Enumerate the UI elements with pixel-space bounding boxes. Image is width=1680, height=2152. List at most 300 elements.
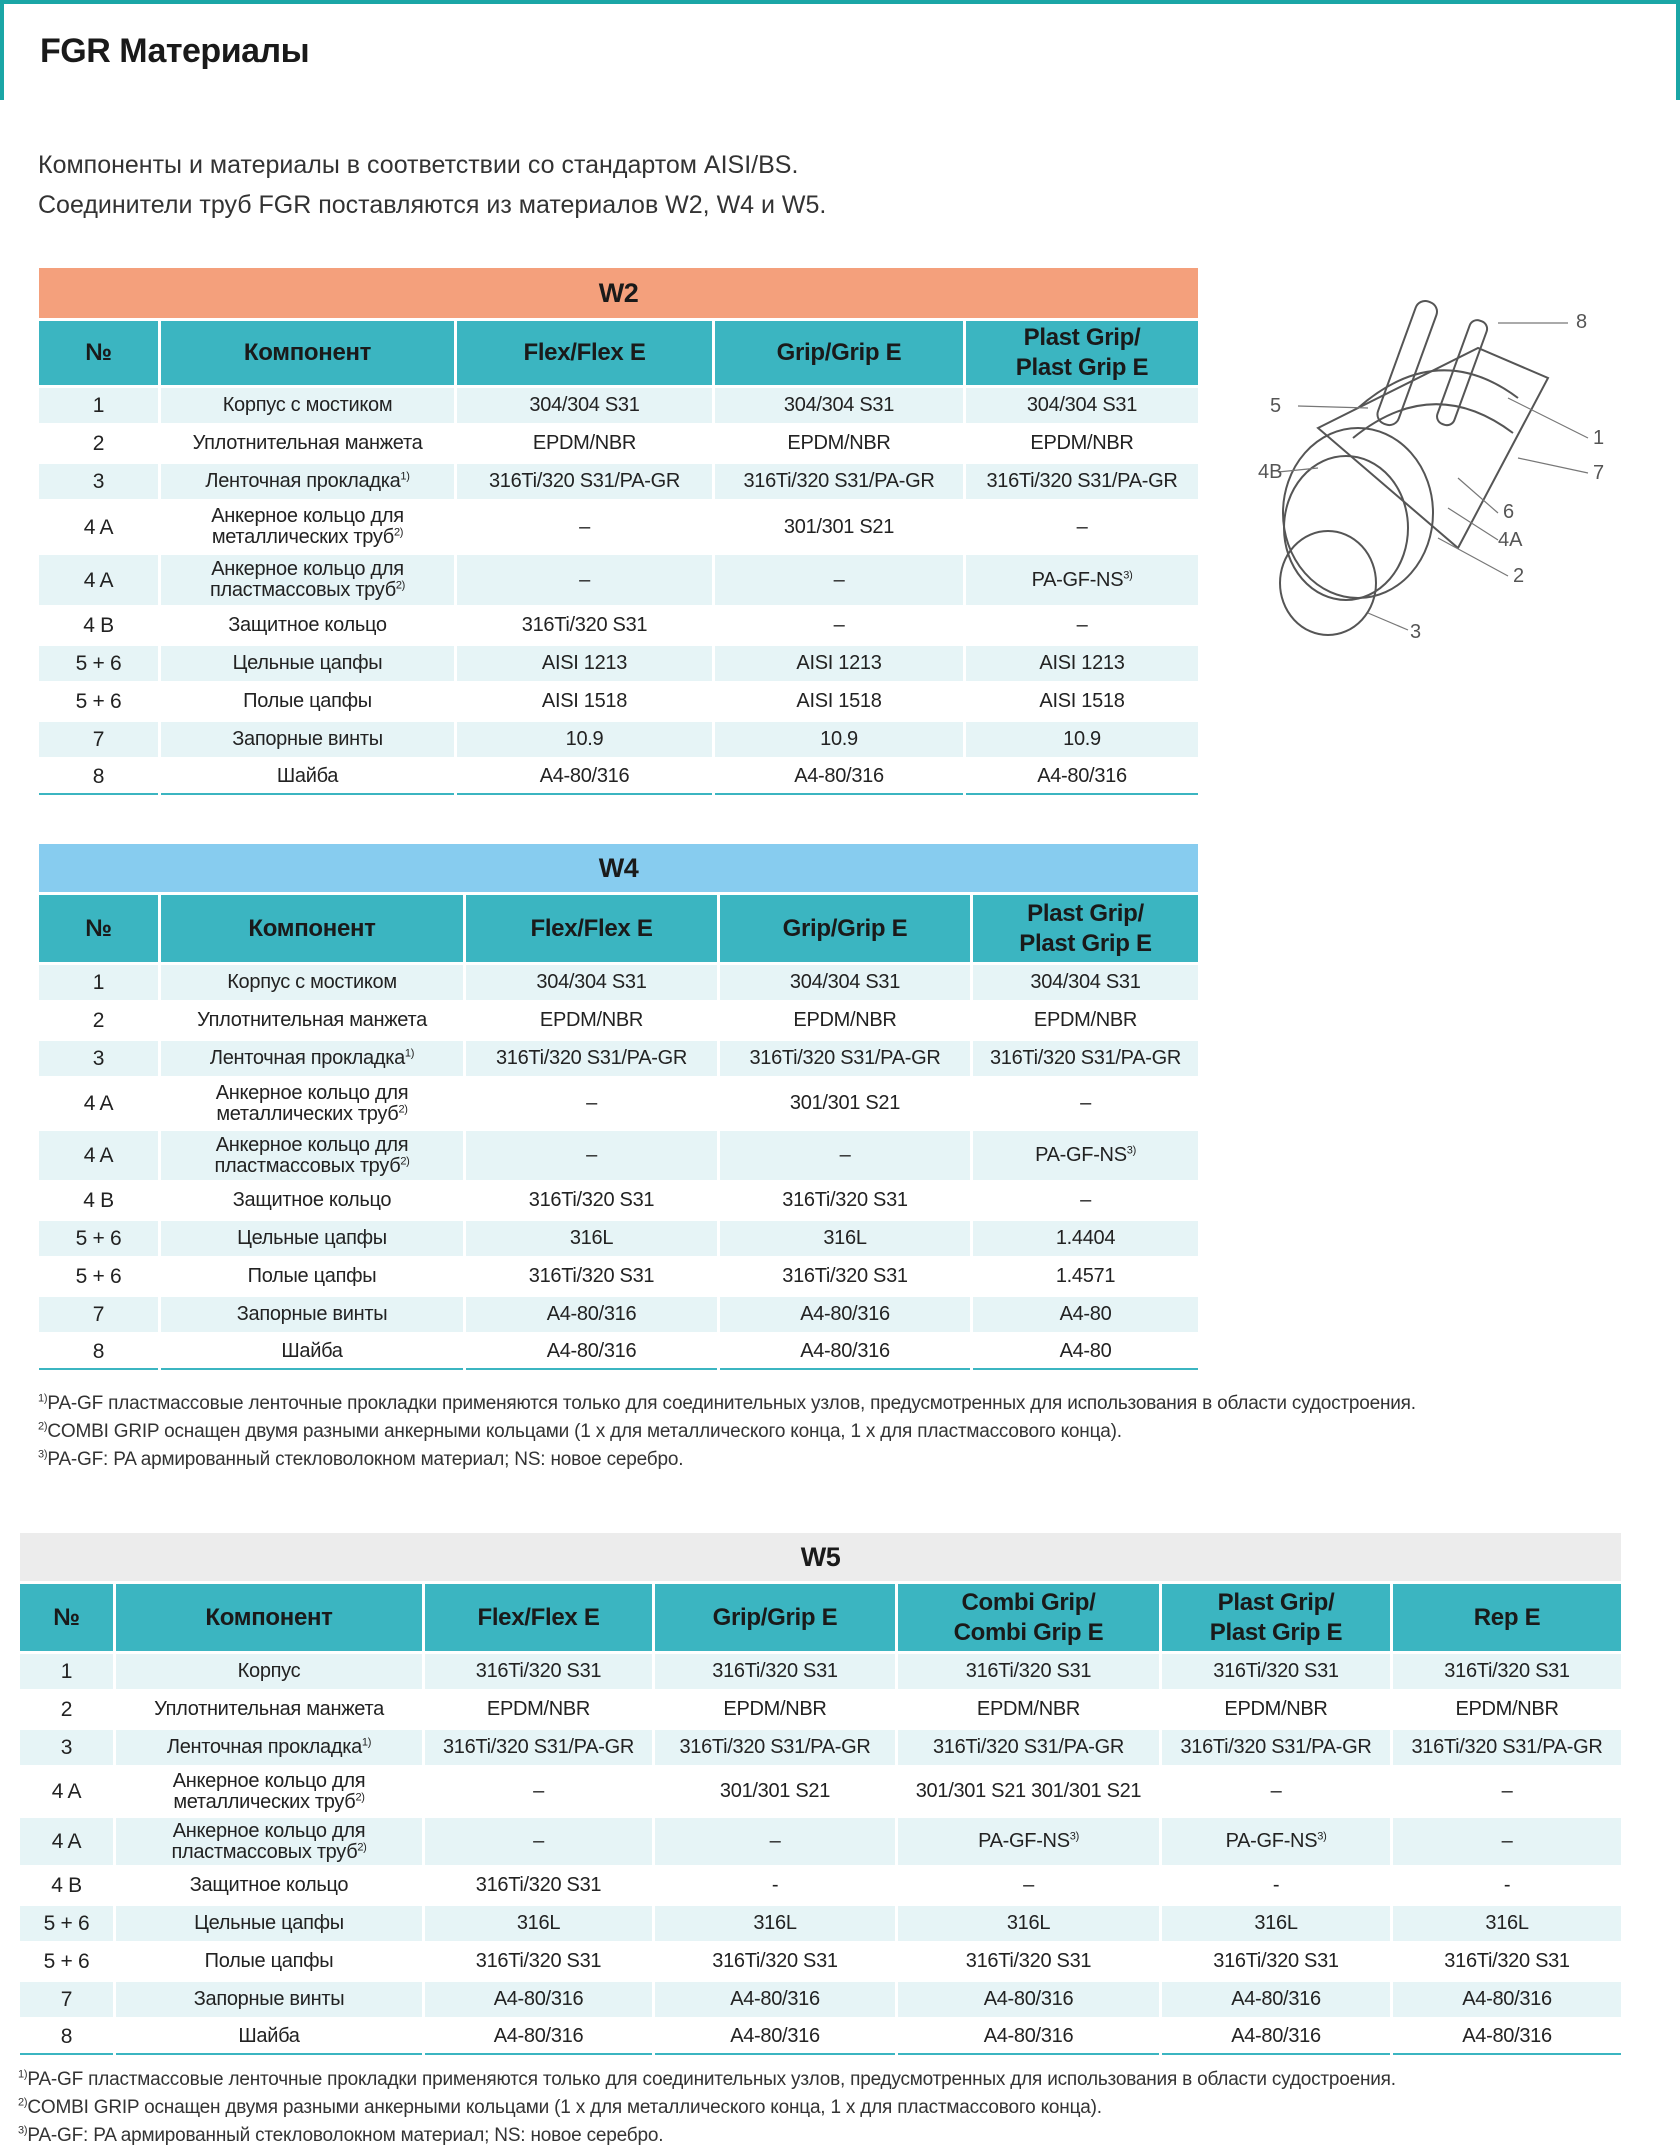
component-text: металлических труб	[211, 526, 394, 548]
cell-value: 316Ti/320 S31/PA-GR	[425, 1727, 652, 1765]
row-num: 3	[39, 461, 158, 499]
cell-value: 304/304 S31	[715, 385, 963, 423]
cell-value: 301/301 S21	[715, 499, 963, 552]
cell-value: –	[425, 1765, 652, 1815]
row-num: 2	[20, 1689, 113, 1727]
cell-value: A4-80/316	[466, 1332, 717, 1370]
component-text: Анкерное кольцо для	[215, 1081, 409, 1104]
table-row	[39, 643, 1198, 681]
cell-text: PA-GF-NS	[978, 1830, 1070, 1852]
row-component: Запорные винты	[116, 1979, 422, 2017]
table-row	[39, 1128, 1198, 1180]
col-header-grip: Grip/Grip E	[655, 1581, 895, 1651]
cell-value: 316Ti/320 S31	[655, 1651, 895, 1689]
cell-value	[898, 1815, 1159, 1865]
component-text: пластмассовых труб	[171, 1840, 358, 1863]
table-row	[20, 1979, 1621, 2017]
col-header-flex: Flex/Flex E	[466, 892, 717, 962]
cell-value: EPDM/NBR	[655, 1689, 895, 1727]
cell-value: –	[1393, 1815, 1621, 1865]
footnote-ref: 2)	[357, 1840, 367, 1853]
row-component	[161, 552, 454, 605]
row-num: 4 A	[39, 1128, 158, 1180]
table-row	[20, 1865, 1621, 1903]
cell-value: 316L	[655, 1903, 895, 1941]
cell-value: 316Ti/320 S31/PA-GR	[655, 1727, 895, 1765]
table-row	[39, 1076, 1198, 1128]
cell-value: EPDM/NBR	[457, 423, 712, 461]
cell-value: 316Ti/320 S31/PA-GR	[457, 461, 712, 499]
table-row	[20, 1651, 1621, 1689]
cell-value: 1.4404	[973, 1218, 1198, 1256]
cell-value: EPDM/NBR	[466, 1000, 717, 1038]
cell-value: 316L	[898, 1903, 1159, 1941]
footnote-text: PA-GF пластмассовые ленточные прокладки применяются только для соединительных узлов, предусмотренных для использования в области судостроения.	[47, 1393, 1416, 1414]
cell-value: –	[715, 552, 963, 605]
cell-value: A4-80/316	[898, 2017, 1159, 2055]
anchor-ring	[1280, 531, 1376, 635]
cell-value: A4-80/316	[457, 757, 712, 795]
row-component	[161, 1076, 463, 1128]
footnote	[18, 2066, 1396, 2094]
cell-value: A4-80/316	[425, 1979, 652, 2017]
cell-value: -	[1393, 1865, 1621, 1903]
cell-value: EPDM/NBR	[973, 1000, 1198, 1038]
component-text: Анкерное кольцо для	[172, 1819, 366, 1842]
component-text: пластмассовых труб	[214, 1154, 401, 1177]
row-component: Полые цапфы	[161, 1256, 463, 1294]
col-header-plast-grip	[1162, 1581, 1390, 1651]
table-row	[20, 1727, 1621, 1765]
table-row	[39, 1038, 1198, 1076]
row-component: Уплотнительная манжета	[161, 1000, 463, 1038]
component-text: Ленточная прокладка	[209, 1047, 405, 1069]
row-num: 4 B	[39, 605, 158, 643]
col-header-grip: Grip/Grip E	[720, 892, 970, 962]
table-row	[20, 1765, 1621, 1815]
strap	[1353, 404, 1513, 438]
cell-value: –	[466, 1128, 717, 1180]
cell-value: EPDM/NBR	[966, 423, 1198, 461]
cell-value: A4-80/316	[655, 2017, 895, 2055]
component-text: Анкерное кольцо для	[172, 1769, 366, 1792]
w5-caption: W5	[20, 1533, 1621, 1581]
table-row	[20, 1941, 1621, 1979]
table-row	[39, 461, 1198, 499]
row-num: 1	[39, 385, 158, 423]
cell-value: -	[655, 1865, 895, 1903]
cell-value: AISI 1518	[966, 681, 1198, 719]
row-component: Цельные цапфы	[116, 1903, 422, 1941]
col-header-grip: Grip/Grip E	[715, 318, 963, 385]
cell-value: 316L	[720, 1218, 970, 1256]
cell-value: A4-80/316	[425, 2017, 652, 2055]
cell-value: EPDM/NBR	[425, 1689, 652, 1727]
component-text: металлических труб	[216, 1102, 399, 1125]
cell-value: A4-80/316	[1393, 1979, 1621, 2017]
col-header-flex: Flex/Flex E	[425, 1581, 652, 1651]
cell-value: 316Ti/320 S31/PA-GR	[973, 1038, 1198, 1076]
w5-table	[17, 1533, 1624, 2055]
leader-line	[1518, 458, 1588, 473]
cell-value: –	[898, 1865, 1159, 1903]
row-num: 3	[20, 1727, 113, 1765]
col-header-plast-grip	[966, 318, 1198, 385]
cell-value: 1.4571	[973, 1256, 1198, 1294]
col-header-component: Компонент	[161, 318, 454, 385]
cell-value: A4-80/316	[655, 1979, 895, 2017]
row-component: Полые цапфы	[161, 681, 454, 719]
table-row	[20, 1689, 1621, 1727]
component-text: металлических труб	[173, 1790, 356, 1813]
cell-value: –	[720, 1128, 970, 1180]
cell-value: EPDM/NBR	[720, 1000, 970, 1038]
cell-value: 316L	[1393, 1903, 1621, 1941]
table-row	[39, 499, 1198, 552]
table-row	[39, 605, 1198, 643]
row-num: 4 B	[20, 1865, 113, 1903]
row-component: Защитное кольцо	[161, 1180, 463, 1218]
row-component: Запорные винты	[161, 1294, 463, 1332]
footnote-text: COMBI GRIP оснащен двумя разными анкерными кольцами (1 х для металлического конца, 1 х для пластмассового конца).	[27, 2097, 1102, 2118]
cell-value: 316Ti/320 S31	[1393, 1941, 1621, 1979]
table-row	[20, 1815, 1621, 1865]
header-line: Plast Grip E	[1019, 929, 1152, 957]
cell-value: 316Ti/320 S31	[457, 605, 712, 643]
cell-value: –	[1162, 1765, 1390, 1815]
footnote	[18, 2094, 1396, 2122]
cell-value: 304/304 S31	[966, 385, 1198, 423]
footnote-text: PA-GF пластмассовые ленточные прокладки применяются только для соединительных узлов, предусмотренных для использования в области судостроения.	[27, 2069, 1396, 2090]
footnote-ref: 1)	[400, 470, 410, 483]
cell-value: 316Ti/320 S31	[1162, 1941, 1390, 1979]
cell-value: EPDM/NBR	[1162, 1689, 1390, 1727]
col-header-num: №	[20, 1581, 113, 1651]
cell-value: -	[1162, 1865, 1390, 1903]
row-num: 7	[39, 719, 158, 757]
footnote	[38, 1390, 1416, 1418]
row-num: 1	[39, 962, 158, 1000]
coupling-diagram	[1258, 278, 1618, 648]
cell-value: A4-80/316	[720, 1294, 970, 1332]
page-title: FGR Материалы	[40, 32, 310, 70]
row-component	[116, 1815, 422, 1865]
component-text: Анкерное кольцо для	[211, 558, 404, 580]
label-4b: 4B	[1258, 461, 1283, 483]
row-num: 5 + 6	[20, 1903, 113, 1941]
header-line: Plast Grip/	[1217, 1588, 1335, 1616]
label-6: 6	[1503, 501, 1515, 523]
label-3: 3	[1410, 621, 1422, 643]
cell-value: 316Ti/320 S31/PA-GR	[898, 1727, 1159, 1765]
table-row	[39, 1218, 1198, 1256]
cell-value: A4-80	[973, 1332, 1198, 1370]
footnote-mark: 1)	[18, 2068, 28, 2081]
cell-value: –	[715, 605, 963, 643]
leader-line	[1298, 406, 1368, 408]
cell-value: 304/304 S31	[457, 385, 712, 423]
row-component: Корпус с мостиком	[161, 385, 454, 423]
cell-value: 304/304 S31	[973, 962, 1198, 1000]
row-component	[161, 1128, 463, 1180]
cell-value: –	[1393, 1765, 1621, 1815]
col-header-component: Компонент	[161, 892, 463, 962]
cell-value: EPDM/NBR	[715, 423, 963, 461]
label-5: 5	[1270, 395, 1282, 417]
table-row	[39, 1294, 1198, 1332]
footnote-ref: 2)	[395, 579, 406, 592]
cell-value: 316Ti/320 S31/PA-GR	[1393, 1727, 1621, 1765]
body-ring	[1283, 428, 1433, 598]
header-line: Combi Grip/	[961, 1588, 1096, 1616]
row-component: Цельные цапфы	[161, 1218, 463, 1256]
footnote-mark: 2)	[38, 1420, 48, 1433]
component-text: Ленточная прокладка	[166, 1736, 362, 1758]
cell-value: –	[655, 1815, 895, 1865]
cell-value: –	[457, 499, 712, 552]
row-num: 8	[39, 757, 158, 795]
component-text: пластмассовых труб	[209, 579, 396, 601]
table-row	[39, 552, 1198, 605]
row-num: 5 + 6	[39, 643, 158, 681]
cell-value: 301/301 S21	[720, 1076, 970, 1128]
footnote-ref: 3)	[1317, 1830, 1327, 1843]
footnotes-w5	[18, 2066, 1396, 2150]
cell-value: A4-80/316	[1393, 2017, 1621, 2055]
cell-value	[973, 1128, 1198, 1180]
table-row	[39, 1256, 1198, 1294]
row-num: 5 + 6	[20, 1941, 113, 1979]
row-component: Защитное кольцо	[116, 1865, 422, 1903]
cell-value: 316L	[1162, 1903, 1390, 1941]
cell-value: 316Ti/320 S31	[1162, 1651, 1390, 1689]
row-component: Шайба	[116, 2017, 422, 2055]
cell-value: 316L	[425, 1903, 652, 1941]
row-num: 4 B	[39, 1180, 158, 1218]
header-line: Plast Grip E	[1015, 354, 1149, 381]
cell-value: AISI 1213	[457, 643, 712, 681]
label-1: 1	[1593, 427, 1605, 449]
cell-value: A4-80/316	[715, 757, 963, 795]
intro-text	[38, 145, 826, 225]
cell-value: AISI 1213	[715, 643, 963, 681]
w2-caption: W2	[39, 268, 1198, 318]
cell-value: –	[466, 1076, 717, 1128]
w4-table	[36, 844, 1201, 1370]
cell-value: –	[425, 1815, 652, 1865]
header-line: Plast Grip/	[1027, 899, 1144, 927]
row-num: 5 + 6	[39, 1218, 158, 1256]
gasket-ring	[1284, 456, 1408, 600]
cell-value: A4-80/316	[1162, 1979, 1390, 2017]
col-header-plast-grip	[973, 892, 1198, 962]
footnote	[18, 2122, 1396, 2150]
component-text: Анкерное кольцо для	[215, 1133, 409, 1156]
row-component: Шайба	[161, 757, 454, 795]
cell-value: A4-80/316	[898, 1979, 1159, 2017]
frame-top-line	[0, 0, 1680, 4]
row-num: 7	[39, 1294, 158, 1332]
component-text: Ленточная прокладка	[205, 470, 401, 492]
row-num: 4 A	[39, 499, 158, 552]
row-component: Шайба	[161, 1332, 463, 1370]
table-row	[39, 757, 1198, 795]
table-row	[39, 681, 1198, 719]
label-4a: 4A	[1498, 529, 1523, 551]
footnote-mark: 2)	[18, 2096, 28, 2109]
cell-value: 10.9	[966, 719, 1198, 757]
cell-value: 10.9	[715, 719, 963, 757]
cell-value: 316Ti/320 S31	[1393, 1651, 1621, 1689]
table-row	[39, 719, 1198, 757]
footnote-text: PA-GF: PA армированный стекловолокном материал; NS: новое серебро.	[27, 2125, 664, 2146]
cell-value: 10.9	[457, 719, 712, 757]
leader-line	[1448, 508, 1498, 540]
cell-value: –	[966, 605, 1198, 643]
row-num: 1	[20, 1651, 113, 1689]
cell-value: EPDM/NBR	[1393, 1689, 1621, 1727]
row-component: Корпус	[116, 1651, 422, 1689]
cell-value: –	[966, 499, 1198, 552]
table-row	[39, 1180, 1198, 1218]
footnote	[38, 1418, 1416, 1446]
row-component	[161, 461, 454, 499]
cell-value: AISI 1518	[715, 681, 963, 719]
footnote-ref: 2)	[355, 1790, 365, 1803]
row-num: 3	[39, 1038, 158, 1076]
row-num: 4 A	[39, 1076, 158, 1128]
cell-value: 316Ti/320 S31	[655, 1941, 895, 1979]
cell-value: 301/301 S21 301/301 S21	[898, 1765, 1159, 1815]
cell-value: A4-80/316	[720, 1332, 970, 1370]
row-num: 8	[39, 1332, 158, 1370]
header-line: Plast Grip/	[1023, 324, 1141, 351]
cell-value: 316Ti/320 S31	[720, 1256, 970, 1294]
footnote-ref: 2)	[400, 1154, 410, 1167]
label-8: 8	[1576, 311, 1588, 333]
table-row	[20, 1903, 1621, 1941]
label-7: 7	[1593, 462, 1605, 484]
component-text: Анкерное кольцо для	[211, 505, 404, 527]
frame-left-line	[0, 0, 4, 100]
footnote-ref: 3)	[1123, 568, 1133, 581]
cell-value: 316Ti/320 S31	[425, 1651, 652, 1689]
cell-value: 316Ti/320 S31	[466, 1256, 717, 1294]
row-component: Уплотнительная манжета	[161, 423, 454, 461]
col-header-combi-grip	[898, 1581, 1159, 1651]
col-header-flex: Flex/Flex E	[457, 318, 712, 385]
header-line: Combi Grip E	[953, 1618, 1104, 1646]
table-row	[39, 423, 1198, 461]
row-num: 8	[20, 2017, 113, 2055]
row-num: 4 A	[20, 1815, 113, 1865]
footnote	[38, 1446, 1416, 1474]
cell-value: 304/304 S31	[720, 962, 970, 1000]
cell-text: PA-GF-NS	[1031, 568, 1124, 591]
footnote-mark: 1)	[38, 1392, 48, 1405]
cell-value	[966, 552, 1198, 605]
cell-value: 316Ti/320 S31	[466, 1180, 717, 1218]
table-row	[39, 385, 1198, 423]
cell-value: –	[973, 1076, 1198, 1128]
row-num: 4 A	[20, 1765, 113, 1815]
footnote-ref: 2)	[398, 1102, 408, 1115]
footnote-ref: 3)	[1126, 1144, 1136, 1157]
row-num: 2	[39, 1000, 158, 1038]
cell-value: EPDM/NBR	[898, 1689, 1159, 1727]
cell-value: –	[457, 552, 712, 605]
footnote-ref: 3)	[1069, 1830, 1079, 1843]
table-row	[39, 1000, 1198, 1038]
w4-caption: W4	[39, 844, 1198, 892]
col-header-num: №	[39, 318, 158, 385]
table-row	[20, 2017, 1621, 2055]
footnote-ref: 1)	[361, 1736, 372, 1749]
cell-value: A4-80/316	[466, 1294, 717, 1332]
cell-value: 316Ti/320 S31/PA-GR	[466, 1038, 717, 1076]
row-component	[161, 1038, 463, 1076]
frame-right-line	[1676, 0, 1680, 100]
row-component: Уплотнительная манжета	[116, 1689, 422, 1727]
row-component: Корпус с мостиком	[161, 962, 463, 1000]
footnotes-w4	[38, 1390, 1416, 1474]
intro-line: Компоненты и материалы в соответствии со стандартом AISI/BS.	[38, 151, 799, 179]
header-line: Plast Grip E	[1209, 1618, 1343, 1646]
table-row	[39, 1332, 1198, 1370]
cell-value: 316Ti/320 S31/PA-GR	[720, 1038, 970, 1076]
footnote-ref: 1)	[404, 1047, 415, 1060]
footnote-ref: 2)	[393, 526, 404, 539]
row-component: Цельные цапфы	[161, 643, 454, 681]
cell-value: 316Ti/320 S31/PA-GR	[1162, 1727, 1390, 1765]
footnote-mark: 3)	[38, 1448, 48, 1461]
row-component	[161, 499, 454, 552]
row-num: 5 + 6	[39, 681, 158, 719]
col-header-rep: Rep E	[1393, 1581, 1621, 1651]
cell-value: 316Ti/320 S31	[898, 1941, 1159, 1979]
footnote-text: COMBI GRIP оснащен двумя разными анкерными кольцами (1 х для металлического конца, 1 х для пластмассового конца).	[47, 1421, 1122, 1442]
w2-table	[36, 268, 1201, 795]
cell-value: AISI 1213	[966, 643, 1198, 681]
row-component	[116, 1765, 422, 1815]
cell-value: A4-80/316	[966, 757, 1198, 795]
cell-value: AISI 1518	[457, 681, 712, 719]
row-component	[116, 1727, 422, 1765]
row-num: 4 A	[39, 552, 158, 605]
label-2: 2	[1513, 565, 1525, 587]
col-header-num: №	[39, 892, 158, 962]
cell-value: A4-80/316	[1162, 2017, 1390, 2055]
row-num: 7	[20, 1979, 113, 2017]
cell-text: PA-GF-NS	[1225, 1830, 1318, 1852]
cell-value: 316Ti/320 S31/PA-GR	[966, 461, 1198, 499]
row-component: Полые цапфы	[116, 1941, 422, 1979]
cell-value: 316Ti/320 S31/PA-GR	[715, 461, 963, 499]
cell-value: –	[973, 1180, 1198, 1218]
leader-line	[1278, 468, 1318, 472]
row-component: Запорные винты	[161, 719, 454, 757]
cell-value: 301/301 S21	[655, 1765, 895, 1815]
intro-line: Соединители труб FGR поставляются из материалов W2, W4 и W5.	[38, 191, 827, 219]
cell-value: A4-80	[973, 1294, 1198, 1332]
cell-value	[1162, 1815, 1390, 1865]
cell-value: 316L	[466, 1218, 717, 1256]
footnote-text: PA-GF: PA армированный стекловолокном материал; NS: новое серебро.	[47, 1449, 684, 1470]
cell-value: 316Ti/320 S31	[720, 1180, 970, 1218]
cell-value: 316Ti/320 S31	[425, 1865, 652, 1903]
cell-value: 316Ti/320 S31	[425, 1941, 652, 1979]
footnote-mark: 3)	[18, 2124, 28, 2137]
